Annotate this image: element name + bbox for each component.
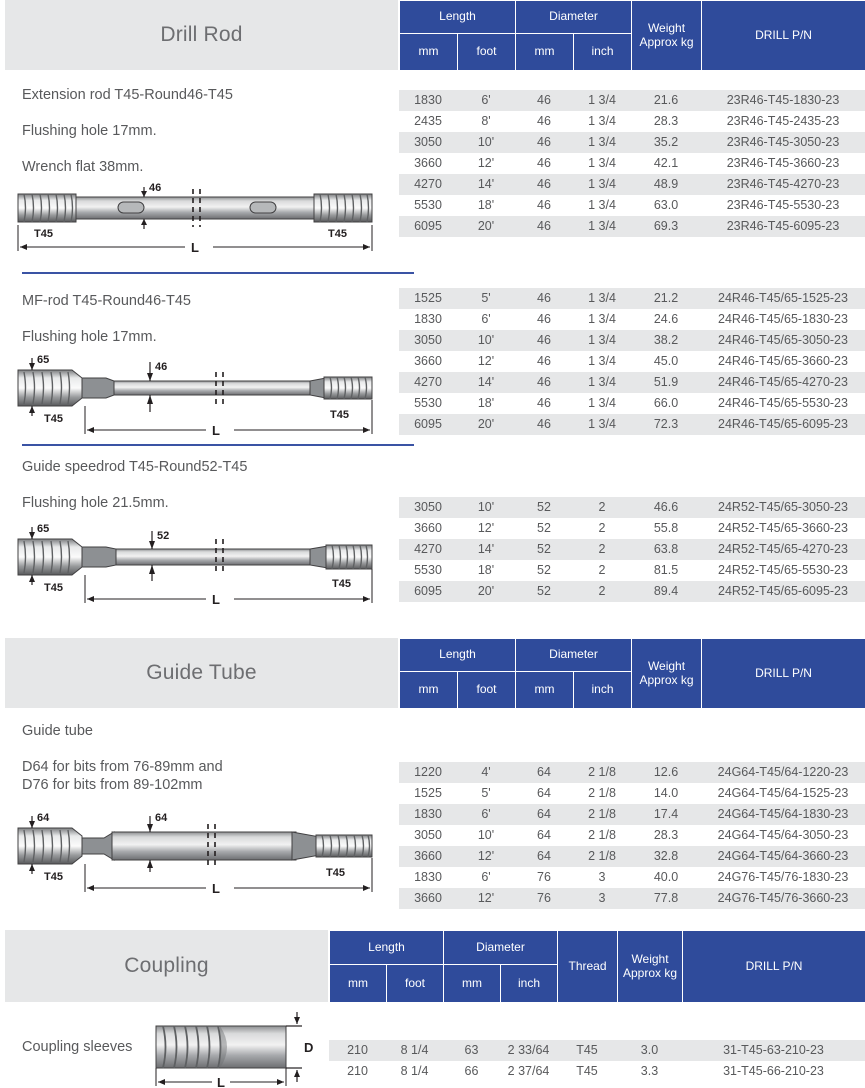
coupling-data-table <box>329 1040 865 1082</box>
cell-diameter-mm: 52 <box>515 560 573 581</box>
cell-diameter-inch: 2 37/64 <box>500 1061 557 1082</box>
cell-diameter-inch: 2 1/8 <box>573 783 631 804</box>
table-row[interactable] <box>399 351 865 372</box>
coupling-titlebar <box>0 930 865 1002</box>
cell-length-mm: 5530 <box>399 195 457 216</box>
section-coupling <box>0 930 865 1088</box>
header-diameter-inch: inch <box>574 34 632 71</box>
cell-weight: 21.6 <box>631 90 701 111</box>
cell-part-number: 24R46-T45/65-3660-23 <box>701 351 865 372</box>
cell-weight: 14.0 <box>631 783 701 804</box>
cell-length-mm: 1830 <box>399 804 457 825</box>
table-row[interactable] <box>399 888 865 909</box>
cell-weight: 28.3 <box>631 825 701 846</box>
cell-part-number: 23R46-T45-6095-23 <box>701 216 865 237</box>
dimension-shank-65: 65 <box>37 354 50 366</box>
table-row[interactable] <box>329 1040 865 1061</box>
cell-diameter-inch: 2 1/8 <box>573 762 631 783</box>
cell-diameter-inch: 1 3/4 <box>573 372 631 393</box>
cell-diameter-mm: 46 <box>515 90 573 111</box>
cell-length-foot: 8 1/4 <box>386 1040 443 1061</box>
guide-speedrod-data-table <box>399 497 865 602</box>
cell-length-mm: 6095 <box>399 216 457 237</box>
cell-length-foot: 20' <box>457 414 515 435</box>
cell-thread: T45 <box>557 1040 617 1061</box>
cell-length-mm: 6095 <box>399 581 457 602</box>
cell-part-number: 23R46-T45-1830-23 <box>701 90 865 111</box>
cell-part-number: 24R46-T45/65-3050-23 <box>701 330 865 351</box>
header-weight-line2: Approx kg <box>639 34 694 49</box>
mf-rod-line-0: MF-rod T45-Round46-T45 <box>22 293 191 309</box>
cell-length-foot: 12' <box>457 518 515 539</box>
cell-weight: 69.3 <box>631 216 701 237</box>
header-weight-line1: Weight <box>631 951 669 966</box>
table-row[interactable] <box>399 153 865 174</box>
cell-part-number: 24R52-T45/65-3660-23 <box>701 518 865 539</box>
coupling-header-table <box>329 930 865 1003</box>
cell-weight: 63.0 <box>631 195 701 216</box>
dimension-left-thread: T45 <box>34 228 53 240</box>
dimension-length-L: L <box>212 592 220 605</box>
cell-length-foot: 18' <box>457 393 515 414</box>
header-group-length: Length <box>330 931 444 965</box>
cell-diameter-inch: 2 <box>573 539 631 560</box>
dimension-diameter-46: 46 <box>149 182 162 194</box>
table-row[interactable] <box>399 414 865 435</box>
table-row[interactable] <box>399 825 865 846</box>
cell-length-mm: 1830 <box>399 90 457 111</box>
header-diameter-inch: inch <box>501 965 558 1003</box>
cell-part-number: 24G64-T45/64-3660-23 <box>701 846 865 867</box>
cell-length-foot: 12' <box>457 888 515 909</box>
cell-part-number: 24G64-T45/64-1220-23 <box>701 762 865 783</box>
guide-speedrod-diagram <box>10 517 390 605</box>
cell-length-mm: 4270 <box>399 174 457 195</box>
extension-rod-line-0: Extension rod T45-Round46-T45 <box>22 87 233 103</box>
dimension-shank-64: 64 <box>37 812 50 824</box>
cell-diameter-mm: 46 <box>515 414 573 435</box>
cell-diameter-mm: 64 <box>515 762 573 783</box>
cell-length-foot: 8' <box>457 111 515 132</box>
mf-rod-line-1: Flushing hole 17mm. <box>22 329 157 346</box>
cell-length-foot: 6' <box>457 309 515 330</box>
guide-tube-header-table <box>399 638 865 709</box>
cell-diameter-inch: 2 <box>573 560 631 581</box>
cell-length-mm: 1220 <box>399 762 457 783</box>
table-row[interactable] <box>399 581 865 602</box>
drill-rod-title-cell <box>5 0 398 70</box>
table-row[interactable] <box>399 111 865 132</box>
extension-rod-line-2: Wrench flat 38mm. <box>22 159 144 176</box>
header-weight <box>632 639 702 709</box>
cell-diameter-mm: 46 <box>515 216 573 237</box>
cell-weight: 12.6 <box>631 762 701 783</box>
cell-part-number: 24R46-T45/65-1525-23 <box>701 288 865 309</box>
cell-length-mm: 5530 <box>399 560 457 581</box>
cell-weight: 55.8 <box>631 518 701 539</box>
cell-diameter-mm: 46 <box>515 195 573 216</box>
cell-diameter-mm: 63 <box>443 1040 500 1061</box>
cell-weight: 66.0 <box>631 393 701 414</box>
dimension-left-thread: T45 <box>44 413 63 425</box>
mf-rod-diagram <box>10 348 390 436</box>
cell-length-foot: 14' <box>457 539 515 560</box>
dimension-shank-65: 65 <box>37 523 50 535</box>
header-weight-line1: Weight <box>647 658 686 673</box>
header-weight <box>618 931 683 1003</box>
coupling-diagram <box>150 1008 340 1088</box>
table-row[interactable] <box>329 1061 865 1082</box>
cell-diameter-mm: 46 <box>515 330 573 351</box>
cell-diameter-mm: 46 <box>515 393 573 414</box>
cell-part-number: 24G64-T45/64-1830-23 <box>701 804 865 825</box>
cell-diameter-mm: 52 <box>515 539 573 560</box>
guide-tube-line-0: Guide tube <box>22 723 93 739</box>
header-length-foot: foot <box>458 34 516 71</box>
header-part-number: DRILL P/N <box>683 931 865 1003</box>
cell-diameter-mm: 52 <box>515 581 573 602</box>
page-title-coupling: Coupling <box>124 954 209 977</box>
dimension-body-diameter: 46 <box>155 361 168 373</box>
cell-length-mm: 6095 <box>399 414 457 435</box>
table-row[interactable] <box>399 132 865 153</box>
cell-weight: 72.3 <box>631 414 701 435</box>
cell-diameter-inch: 2 <box>573 497 631 518</box>
extension-rod-data-table <box>399 90 865 237</box>
cell-weight: 46.6 <box>631 497 701 518</box>
cell-length-foot: 20' <box>457 581 515 602</box>
cell-diameter-inch: 2 33/64 <box>500 1040 557 1061</box>
table-row[interactable] <box>399 309 865 330</box>
cell-weight: 42.1 <box>631 153 701 174</box>
cell-length-mm: 2435 <box>399 111 457 132</box>
cell-diameter-inch: 1 3/4 <box>573 174 631 195</box>
cell-weight: 81.5 <box>631 560 701 581</box>
table-row[interactable] <box>399 560 865 581</box>
header-length-foot: foot <box>458 672 516 709</box>
dimension-right-thread: T45 <box>330 409 349 421</box>
cell-length-foot: 18' <box>457 560 515 581</box>
cell-diameter-mm: 52 <box>515 497 573 518</box>
cell-length-mm: 1525 <box>399 783 457 804</box>
cell-length-mm: 3050 <box>399 825 457 846</box>
dimension-length-L: L <box>212 423 220 436</box>
cell-length-foot: 8 1/4 <box>386 1061 443 1082</box>
cell-length-foot: 12' <box>457 153 515 174</box>
cell-length-mm: 3660 <box>399 518 457 539</box>
cell-length-mm: 3050 <box>399 132 457 153</box>
cell-diameter-inch: 2 1/8 <box>573 846 631 867</box>
cell-part-number: 24R52-T45/65-3050-23 <box>701 497 865 518</box>
header-weight-line2: Approx kg <box>639 672 694 687</box>
cell-diameter-inch: 1 3/4 <box>573 195 631 216</box>
guide-tube-data-table <box>399 762 865 909</box>
guide-tube-line-2: D76 for bits from 89-102mm <box>22 777 203 794</box>
cell-diameter-mm: 46 <box>515 153 573 174</box>
cell-length-foot: 20' <box>457 216 515 237</box>
table-row[interactable] <box>399 497 865 518</box>
cell-weight: 89.4 <box>631 581 701 602</box>
cell-diameter-mm: 64 <box>515 846 573 867</box>
cell-diameter-inch: 2 <box>573 518 631 539</box>
cell-length-mm: 3050 <box>399 497 457 518</box>
cell-weight: 3.0 <box>617 1040 682 1061</box>
cell-diameter-mm: 64 <box>515 825 573 846</box>
cell-length-mm: 1830 <box>399 309 457 330</box>
dimension-body-diameter: 52 <box>157 530 170 542</box>
header-weight <box>632 1 702 71</box>
cell-weight: 24.6 <box>631 309 701 330</box>
table-row[interactable] <box>399 867 865 888</box>
cell-diameter-inch: 3 <box>573 888 631 909</box>
cell-diameter-inch: 1 3/4 <box>573 216 631 237</box>
cell-part-number: 24G76-T45/76-1830-23 <box>701 867 865 888</box>
cell-length-foot: 10' <box>457 132 515 153</box>
guide-speedrod-line-0: Guide speedrod T45-Round52-T45 <box>22 459 248 475</box>
cell-length-foot: 10' <box>457 825 515 846</box>
cell-length-mm: 1830 <box>399 867 457 888</box>
header-length-mm: mm <box>400 672 458 709</box>
section-guide-tube <box>0 638 865 905</box>
cell-diameter-inch: 3 <box>573 867 631 888</box>
drill-rod-titlebar <box>0 0 865 70</box>
header-diameter-mm: mm <box>516 672 574 709</box>
cell-diameter-inch: 2 <box>573 581 631 602</box>
cell-part-number: 24R52-T45/65-4270-23 <box>701 539 865 560</box>
dimension-length-L: L <box>212 881 220 894</box>
cell-diameter-mm: 76 <box>515 867 573 888</box>
mf-rod-data-table <box>399 288 865 435</box>
cell-part-number: 23R46-T45-5530-23 <box>701 195 865 216</box>
dimension-body-diameter: 64 <box>155 812 168 824</box>
table-row[interactable] <box>399 539 865 560</box>
header-weight-line1: Weight <box>647 20 686 35</box>
page-title-guide-tube: Guide Tube <box>146 661 257 684</box>
cell-weight: 21.2 <box>631 288 701 309</box>
cell-length-mm: 210 <box>329 1061 386 1082</box>
header-group-diameter: Diameter <box>444 931 558 965</box>
cell-diameter-inch: 1 3/4 <box>573 309 631 330</box>
guide-tube-diagram <box>10 806 390 894</box>
cell-weight: 3.3 <box>617 1061 682 1082</box>
cell-length-mm: 4270 <box>399 372 457 393</box>
dimension-left-thread: T45 <box>44 871 63 883</box>
cell-length-foot: 10' <box>457 497 515 518</box>
cell-part-number: 24R46-T45/65-6095-23 <box>701 414 865 435</box>
cell-part-number: 24R46-T45/65-1830-23 <box>701 309 865 330</box>
header-diameter-mm: mm <box>516 34 574 71</box>
cell-length-foot: 5' <box>457 288 515 309</box>
cell-length-foot: 6' <box>457 804 515 825</box>
cell-diameter-mm: 46 <box>515 351 573 372</box>
cell-diameter-mm: 52 <box>515 518 573 539</box>
cell-part-number: 24R52-T45/65-6095-23 <box>701 581 865 602</box>
cell-diameter-inch: 1 3/4 <box>573 90 631 111</box>
cell-part-number: 23R46-T45-3660-23 <box>701 153 865 174</box>
cell-diameter-mm: 46 <box>515 372 573 393</box>
table-row[interactable] <box>399 846 865 867</box>
header-part-number: DRILL P/N <box>702 1 865 71</box>
cell-diameter-inch: 1 3/4 <box>573 111 631 132</box>
cell-diameter-mm: 46 <box>515 111 573 132</box>
cell-diameter-mm: 46 <box>515 174 573 195</box>
table-row[interactable] <box>399 195 865 216</box>
header-length-mm: mm <box>400 34 458 71</box>
extension-rod-line-1: Flushing hole 17mm. <box>22 123 157 140</box>
cell-part-number: 24G64-T45/64-3050-23 <box>701 825 865 846</box>
cell-weight: 63.8 <box>631 539 701 560</box>
cell-weight: 77.8 <box>631 888 701 909</box>
table-row[interactable] <box>399 393 865 414</box>
header-weight-line2: Approx kg <box>623 965 678 980</box>
cell-diameter-inch: 2 1/8 <box>573 804 631 825</box>
cell-length-foot: 14' <box>457 174 515 195</box>
cell-part-number: 24G64-T45/64-1525-23 <box>701 783 865 804</box>
cell-diameter-mm: 46 <box>515 309 573 330</box>
cell-length-foot: 5' <box>457 783 515 804</box>
cell-diameter-inch: 1 3/4 <box>573 393 631 414</box>
dimension-length-L: L <box>191 240 199 255</box>
cell-weight: 32.8 <box>631 846 701 867</box>
coupling-title-cell <box>5 930 328 1002</box>
drill-rod-header-table <box>399 0 865 71</box>
guide-speedrod-line-1: Flushing hole 21.5mm. <box>22 495 169 512</box>
header-length-mm: mm <box>330 965 387 1003</box>
cell-weight: 51.9 <box>631 372 701 393</box>
guide-tube-line-1: D64 for bits from 76-89mm and <box>22 759 223 776</box>
cell-diameter-mm: 46 <box>515 288 573 309</box>
cell-part-number: 31-T45-66-210-23 <box>682 1061 865 1082</box>
cell-part-number: 23R46-T45-4270-23 <box>701 174 865 195</box>
header-diameter-inch: inch <box>574 672 632 709</box>
table-row[interactable] <box>399 518 865 539</box>
cell-length-mm: 3050 <box>399 330 457 351</box>
cell-length-mm: 4270 <box>399 539 457 560</box>
cell-length-foot: 12' <box>457 351 515 372</box>
cell-part-number: 31-T45-63-210-23 <box>682 1040 865 1061</box>
cell-part-number: 24R52-T45/65-5530-23 <box>701 560 865 581</box>
guide-tube-titlebar <box>0 638 865 708</box>
table-row[interactable] <box>399 174 865 195</box>
section-divider-1 <box>22 272 414 274</box>
table-row[interactable] <box>399 90 865 111</box>
header-group-length: Length <box>400 1 516 34</box>
cell-length-mm: 5530 <box>399 393 457 414</box>
cell-part-number: 24G76-T45/76-3660-23 <box>701 888 865 909</box>
dimension-right-thread: T45 <box>326 867 345 879</box>
cell-diameter-mm: 76 <box>515 888 573 909</box>
cell-weight: 17.4 <box>631 804 701 825</box>
table-row[interactable] <box>399 372 865 393</box>
cell-part-number: 23R46-T45-3050-23 <box>701 132 865 153</box>
table-row[interactable] <box>399 330 865 351</box>
page-title-drill-rod: Drill Rod <box>160 23 243 46</box>
cell-diameter-inch: 1 3/4 <box>573 132 631 153</box>
cell-weight: 35.2 <box>631 132 701 153</box>
table-row[interactable] <box>399 216 865 237</box>
cell-diameter-inch: 2 1/8 <box>573 825 631 846</box>
cell-length-foot: 18' <box>457 195 515 216</box>
table-row[interactable] <box>399 804 865 825</box>
cell-length-mm: 3660 <box>399 888 457 909</box>
cell-length-foot: 4' <box>457 762 515 783</box>
dimension-left-thread: T45 <box>44 582 63 594</box>
table-row[interactable] <box>399 288 865 309</box>
cell-length-mm: 1525 <box>399 288 457 309</box>
header-thread: Thread <box>558 931 618 1003</box>
header-group-length: Length <box>400 639 516 672</box>
cell-diameter-inch: 1 3/4 <box>573 330 631 351</box>
dimension-right-thread: T45 <box>332 578 351 590</box>
cell-length-mm: 3660 <box>399 351 457 372</box>
section-divider-2 <box>22 444 414 446</box>
cell-length-foot: 6' <box>457 90 515 111</box>
cell-length-foot: 14' <box>457 372 515 393</box>
cell-diameter-mm: 66 <box>443 1061 500 1082</box>
header-group-diameter: Diameter <box>516 1 632 34</box>
cell-diameter-inch: 1 3/4 <box>573 351 631 372</box>
dimension-length-L: L <box>217 1075 225 1088</box>
cell-diameter-inch: 1 3/4 <box>573 288 631 309</box>
header-diameter-mm: mm <box>444 965 501 1003</box>
cell-diameter-inch: 1 3/4 <box>573 414 631 435</box>
coupling-description <box>22 1040 132 1076</box>
guide-tube-description <box>22 724 223 815</box>
cell-weight: 40.0 <box>631 867 701 888</box>
table-row[interactable] <box>399 783 865 804</box>
cell-weight: 28.3 <box>631 111 701 132</box>
cell-diameter-mm: 64 <box>515 783 573 804</box>
cell-part-number: 23R46-T45-2435-23 <box>701 111 865 132</box>
cell-length-foot: 10' <box>457 330 515 351</box>
header-group-diameter: Diameter <box>516 639 632 672</box>
cell-length-foot: 12' <box>457 846 515 867</box>
dimension-diameter-D: D <box>304 1040 314 1055</box>
cell-thread: T45 <box>557 1061 617 1082</box>
cell-length-mm: 210 <box>329 1040 386 1061</box>
table-row[interactable] <box>399 762 865 783</box>
header-part-number: DRILL P/N <box>702 639 865 709</box>
cell-length-mm: 3660 <box>399 846 457 867</box>
header-length-foot: foot <box>387 965 444 1003</box>
extension-rod-diagram <box>10 175 390 255</box>
cell-diameter-inch: 1 3/4 <box>573 153 631 174</box>
cell-diameter-mm: 46 <box>515 132 573 153</box>
cell-weight: 45.0 <box>631 351 701 372</box>
cell-diameter-mm: 64 <box>515 804 573 825</box>
guide-tube-title-cell <box>5 638 398 708</box>
cell-weight: 38.2 <box>631 330 701 351</box>
dimension-right-thread: T45 <box>328 228 347 240</box>
cell-part-number: 24R46-T45/65-5530-23 <box>701 393 865 414</box>
cell-length-foot: 6' <box>457 867 515 888</box>
cell-part-number: 24R46-T45/65-4270-23 <box>701 372 865 393</box>
cell-length-mm: 3660 <box>399 153 457 174</box>
cell-weight: 48.9 <box>631 174 701 195</box>
coupling-line-0: Coupling sleeves <box>22 1039 133 1055</box>
